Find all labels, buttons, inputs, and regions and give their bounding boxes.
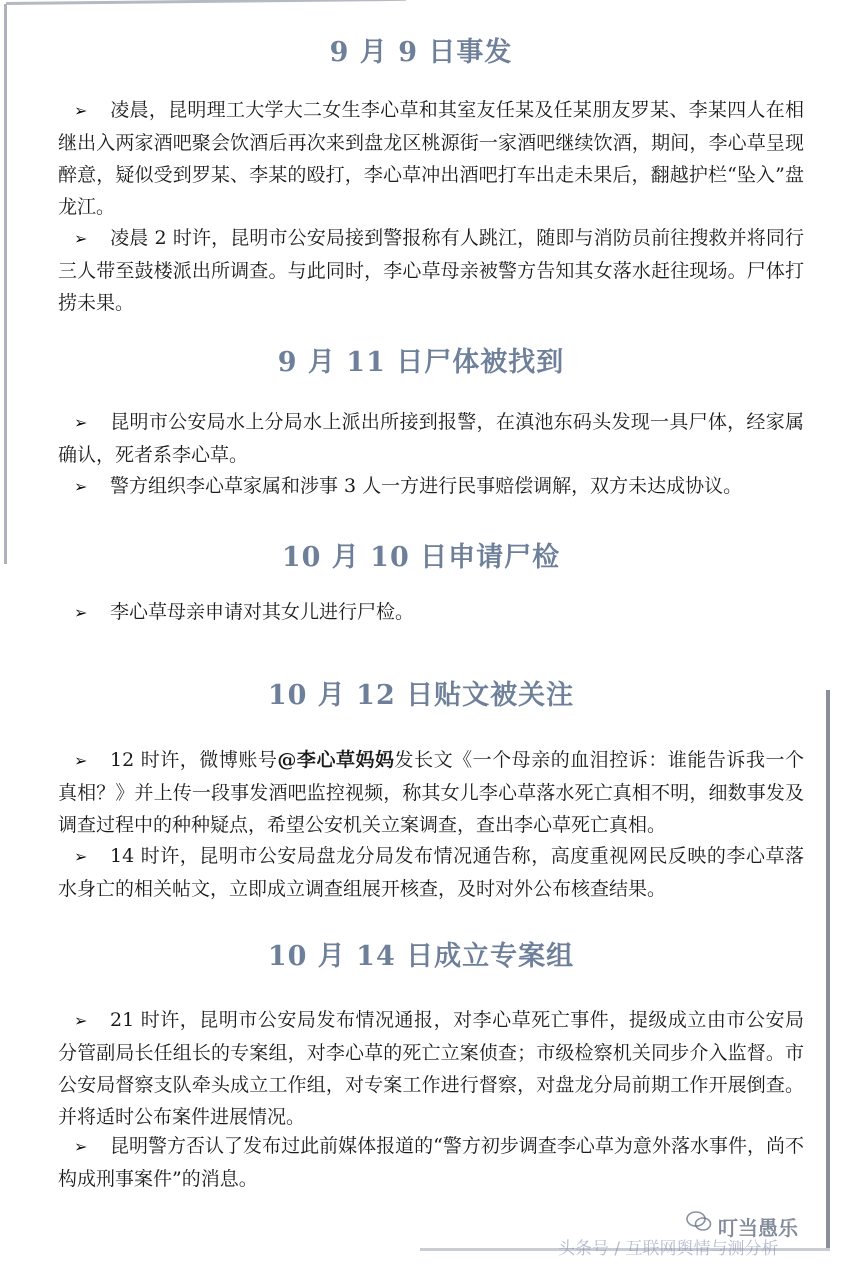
- section-oct-12: [0, 673, 842, 712]
- bullet-paragraph: [58, 406, 804, 471]
- section-sep-9: [0, 30, 842, 69]
- paragraph-text: 14 时许，昆明市公安局盘龙分局发布情况通告称，高度重视网民反映的李心草落水身亡的相关帖文，立即成立调查组展开核查，及时对外公布核查结果。: [58, 845, 804, 900]
- section-oct-14: [0, 934, 842, 973]
- bullet-paragraph: [58, 1130, 804, 1195]
- weibo-account: @李心草妈妈: [277, 749, 395, 771]
- watermark-source: 头条号 / 互联网舆情与测分析: [558, 1239, 779, 1259]
- bullet-arrow-icon: ➢: [74, 751, 88, 770]
- paragraph-text: 昆明警方否认了发布过此前媒体报道的“警方初步调查李心草为意外落水事件，尚不构成刑事案件”的消息。: [58, 1135, 804, 1190]
- watermark-brand: 叮当愚乐: [718, 1216, 798, 1240]
- border-line-left: [4, 4, 7, 564]
- bullet-arrow-icon: ➢: [74, 413, 88, 432]
- bullet-arrow-icon: ➢: [74, 1137, 88, 1156]
- bullet-paragraph: [58, 596, 804, 629]
- paragraph-text: 昆明市公安局水上分局水上派出所接到报警，在滇池东码头发现一具尸体，经家属确认，死者系李心草。: [58, 411, 804, 466]
- section-heading: 10 月 12 日贴文被关注: [267, 680, 575, 711]
- bullet-paragraph: [58, 94, 804, 223]
- border-line-top: [6, 0, 406, 5]
- paragraph-text: 凌晨 2 时许，昆明市公安局接到警报称有人跳江，随即与消防员前往搜救并将同行三人带至鼓楼派出所调查。与此同时，李心草母亲被警方告知其女落水赶往现场。尸体打捞未果。: [58, 227, 804, 314]
- bullet-paragraph: [58, 222, 804, 319]
- bullet-paragraph: [58, 1004, 804, 1133]
- paragraph-text: 李心草母亲申请对其女儿进行尸检。: [110, 601, 415, 623]
- bullet-paragraph: [58, 840, 804, 905]
- section-heading: 10 月 14 日成立专案组: [267, 941, 575, 972]
- section-sep-11: [0, 340, 842, 379]
- section-heading: 9 月 11 日尸体被找到: [277, 347, 565, 378]
- paragraph-text: 警方组织李心草家属和涉事 3 人一方进行民事赔偿调解，双方未达成协议。: [110, 475, 743, 497]
- bullet-arrow-icon: ➢: [74, 101, 88, 120]
- bullet-arrow-icon: ➢: [74, 1011, 88, 1030]
- section-oct-10: [0, 535, 842, 574]
- bullet-arrow-icon: ➢: [74, 229, 88, 248]
- bullet-arrow-icon: ➢: [74, 847, 88, 866]
- paragraph-text-post: 发长文《一个母亲的血泪控诉：谁能告诉我一个真相？》并上传一段事发酒吧监控视频，称其女儿李心草落水死亡真相不明，细数事发及调查过程中的种种疑点，希望公安机关立案调查，查出李心草死亡真相。: [58, 749, 804, 836]
- paragraph-text: 凌晨，昆明理工大学大二女生李心草和其室友任某及任某朋友罗某、李某四人在相继出入两家酒吧聚会饮酒后再次来到盘龙区桃源街一家酒吧继续饮酒，期间，李心草呈现醉意，疑似受到罗某、李某的殴打，李心草冲出酒吧打车出走未果后，翻越护栏“坠入”盘龙江。: [58, 99, 804, 218]
- bullet-paragraph: [58, 470, 804, 503]
- section-heading: 9 月 9 日事发: [329, 37, 513, 68]
- bullet-arrow-icon: ➢: [74, 603, 88, 622]
- bullet-paragraph: [58, 744, 804, 841]
- section-heading: 10 月 10 日申请尸检: [281, 542, 561, 573]
- bullet-arrow-icon: ➢: [74, 477, 88, 496]
- wechat-logo-icon: [686, 1210, 712, 1232]
- paragraph-text-pre: 12 时许，微博账号: [110, 749, 278, 771]
- paragraph-text: 21 时许，昆明市公安局发布情况通报，对李心草死亡事件，提级成立由市公安局分管副局长任组长的专案组，对李心草的死亡立案侦查；市级检察机关同步介入监督。市公安局督察支队牵头成立工作组，对专案工作进行督察，对盘龙分局前期工作开展倒查。并将适时公布案件进展情况。: [58, 1009, 804, 1128]
